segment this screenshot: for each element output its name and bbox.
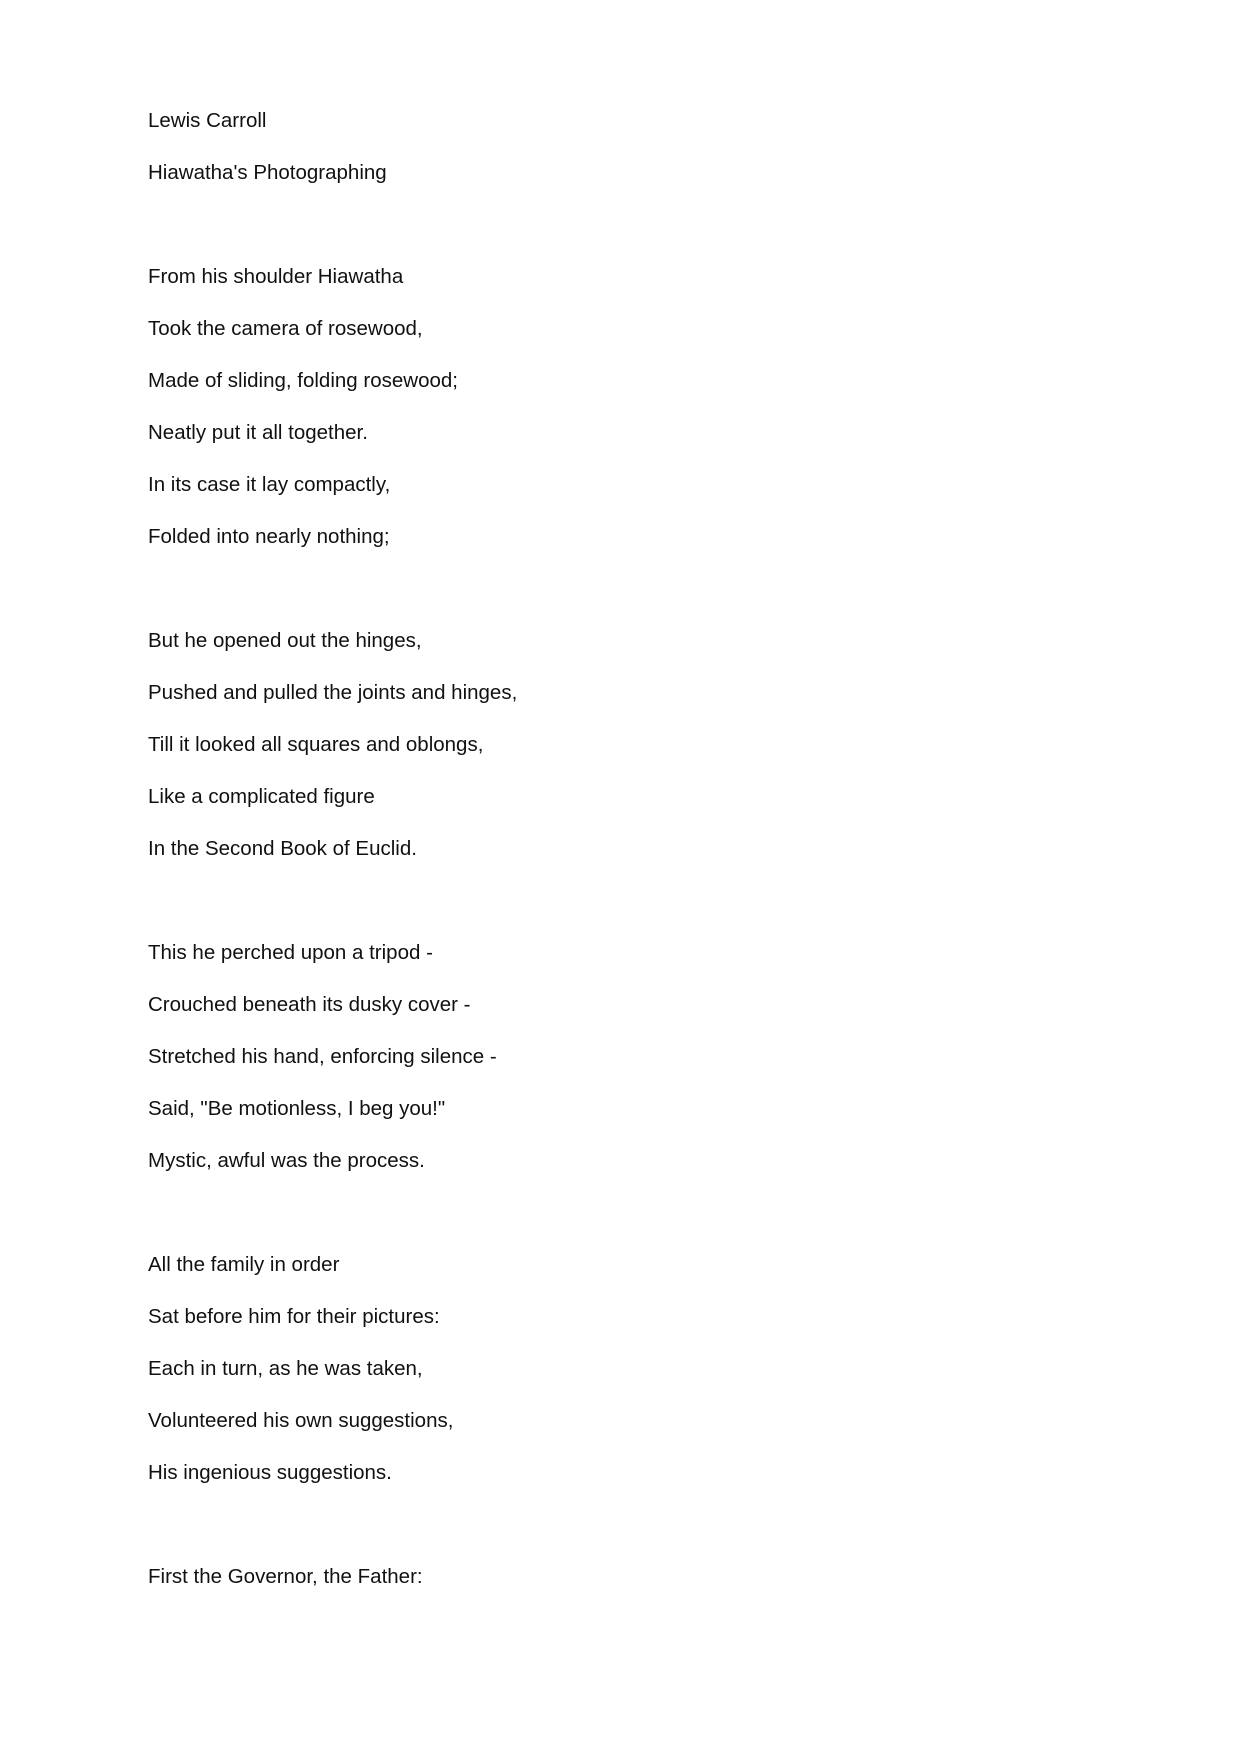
poem-line: His ingenious suggestions. [148, 1461, 392, 1484]
stanza-3 [148, 940, 517, 1174]
poem-line: Stretched his hand, enforcing silence - [148, 1045, 497, 1068]
poem-text [148, 108, 517, 1616]
poem-line: Took the camera of rosewood, [148, 317, 423, 340]
poem-line: This he perched upon a tripod - [148, 941, 433, 964]
poem-line: In the Second Book of Euclid. [148, 837, 417, 860]
stanza-gap [148, 212, 517, 238]
stanza-1 [148, 264, 517, 550]
poem-line: In its case it lay compactly, [148, 473, 391, 496]
poem-line: Like a complicated figure [148, 785, 375, 808]
stanza-gap [148, 888, 517, 914]
poem-line: Each in turn, as he was taken, [148, 1357, 423, 1380]
stanza-4 [148, 1252, 517, 1486]
poem-line: Crouched beneath its dusky cover - [148, 993, 471, 1016]
poem-line: Mystic, awful was the process. [148, 1149, 425, 1172]
stanza-gap [148, 576, 517, 602]
poem-title: Hiawatha's Photographing [148, 161, 387, 184]
poem-line: All the family in order [148, 1253, 340, 1276]
stanza-gap [148, 1512, 517, 1538]
poem-line: Neatly put it all together. [148, 421, 368, 444]
poem-line: Pushed and pulled the joints and hinges, [148, 681, 518, 704]
poem-line: Volunteered his own suggestions, [148, 1409, 454, 1432]
poem-line: From his shoulder Hiawatha [148, 265, 404, 288]
stanza-2 [148, 628, 517, 862]
stanza-5 [148, 1564, 517, 1590]
poem-line: Folded into nearly nothing; [148, 525, 390, 548]
stanza-gap [148, 1200, 517, 1226]
poem-line: Made of sliding, folding rosewood; [148, 369, 458, 392]
poem-line: First the Governor, the Father: [148, 1565, 423, 1588]
author-name: Lewis Carroll [148, 109, 267, 132]
poem-line: Sat before him for their pictures: [148, 1305, 440, 1328]
poem-line: Said, "Be motionless, I beg you!" [148, 1097, 446, 1120]
poem-line: But he opened out the hinges, [148, 629, 422, 652]
poem-line: Till it looked all squares and oblongs, [148, 733, 484, 756]
